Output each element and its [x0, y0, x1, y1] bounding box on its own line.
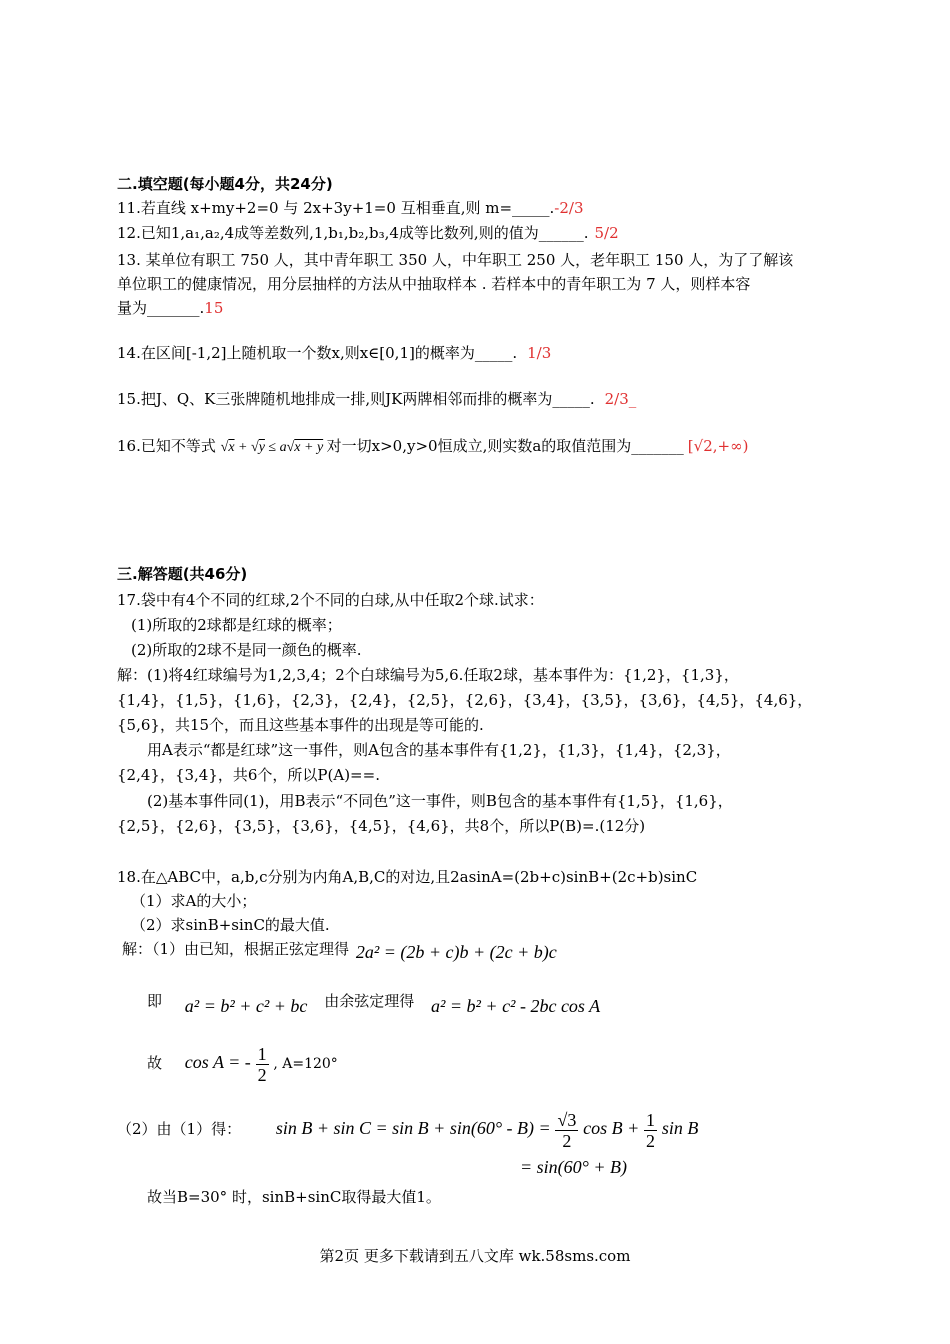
- q18-equation5a: sin B + sin C = sin B + sin(60° - B) =: [275, 1118, 551, 1138]
- q18-equation5b: cos B +: [583, 1118, 640, 1138]
- q18-solution-step1: [122, 938, 557, 962]
- q18-equation3: a² = b² + c² - 2bc cos A: [430, 996, 601, 1016]
- q18-equation5c: sin B: [661, 1118, 699, 1138]
- q17-solution-line1: 解：(1)将4红球编号为1,2,3,4；2个白球编号为5,6.任取2球，基本事件为：{1,2}，{1,3}，: [117, 666, 739, 684]
- q14-answer: 1/3: [527, 344, 552, 362]
- q17-solution-line2: {1,4}，{1,5}，{1,6}，{2,3}，{2,4}，{2,5}，{2,6}，{3,4}，{3,5}，{3,6}，{4,5}，{4,6}，: [117, 691, 813, 709]
- q17-stem: 17.袋中有4个不同的红球,2个不同的白球,从中任取2个球.试求：: [117, 591, 544, 609]
- q18-part1: （1）求A的大小；: [131, 892, 257, 910]
- q18-equation5-fraction1: $\frac{√3}{2}$: [557, 1109, 577, 1151]
- q18-equation6: = sin(60° + B): [520, 1157, 627, 1177]
- q18-solution-step4: [117, 1106, 698, 1151]
- q13-answer: 15: [204, 299, 224, 317]
- q15-text: 15.把J、Q、K三张牌随机地排成一排,则JK两牌相邻而排的概率为_____.: [117, 390, 595, 408]
- q18-solution-step2: [147, 990, 601, 1016]
- q18-equation1: 2a² = (2b + c)b + (2c + b)c: [355, 942, 557, 962]
- q16-prefix: 16.已知不等式: [117, 437, 216, 455]
- section3-title: 三.解答题(共46分): [117, 565, 248, 583]
- q15: [117, 389, 636, 409]
- q17-solution-line6: (2)基本事件同(1)，用B表示“不同色”这一事件，则B包含的基本事件有{1,5}，{1,6}，: [147, 792, 733, 810]
- q11-answer: -2/3: [554, 199, 584, 217]
- q13-line3-text: 量为_______.: [117, 299, 205, 317]
- q14-text: 14.在区间[-1,2]上随机取一个数x,则x∈[0,1]的概率为_____.: [117, 344, 518, 362]
- q17-solution-line7: {2,5}，{2,6}，{3,5}，{3,6}，{4,5}，{4,6}，共8个，所以P(B)=.(12分): [117, 817, 646, 835]
- q17-solution-line5: {2,4}，{3,4}，共6个，所以P(A)==.: [117, 766, 380, 784]
- q18-equation4-left: cos A = -: [184, 1052, 251, 1072]
- q12: [117, 223, 619, 243]
- q16-suffix: 对一切x>0,y>0恒成立,则实数a的取值范围为_______: [326, 437, 684, 455]
- q18-equation4-fraction: $\frac{1}{2}$: [257, 1043, 267, 1085]
- q16-answer: [√2,+∞): [687, 437, 749, 455]
- q18-solution-step3: [147, 1040, 338, 1086]
- q13-line3: [117, 298, 223, 318]
- q15-answer: 2/3_: [604, 390, 637, 408]
- q18-part2: （2）求sinB+sinC的最大值.: [131, 916, 330, 934]
- q18-step2-label: 即: [147, 992, 163, 1010]
- q12-answer: 5/2: [594, 224, 619, 242]
- q18-equation4-right: , A=120°: [273, 1056, 338, 1072]
- q17-part1: (1)所取的2球都是红球的概率；: [131, 616, 342, 634]
- q17-solution-line3: {5,6}，共15个，而且这些基本事件的出现是等可能的.: [117, 716, 484, 734]
- q18-equation5-fraction2: $\frac{1}{2}$: [646, 1109, 656, 1151]
- q13-line1: 13. 某单位有职工 750 人，其中青年职工 350 人，中年职工 250 人，老年职工 150 人，为了了解该: [117, 251, 794, 269]
- q18-step4-label: （2）由（1）得：: [117, 1120, 242, 1138]
- section2-title: 二.填空题(每小题4分，共24分): [117, 175, 333, 193]
- q18-equation2: a² = b² + c² + bc: [184, 996, 308, 1016]
- q18-conclusion: 故当B=30° 时，sinB+sinC取得最大值1。: [147, 1188, 441, 1206]
- q11: [117, 198, 584, 218]
- q18-step3-label: 故: [147, 1054, 163, 1072]
- q12-text: 12.已知1,a₁,a₂,4成等差数列,1,b₁,b₂,b₃,4成等比数列,则的值为______.: [117, 224, 589, 242]
- q14: [117, 343, 551, 363]
- q18-stem: 18.在△ABC中，a,b,c分别为内角A,B,C的对边,且2asinA=(2b+c)sinB+(2c+b)sinC: [117, 868, 698, 886]
- q16-inequality: √x + √y ≤ a√x + y: [220, 440, 324, 455]
- q13-line2: 单位职工的健康情况，用分层抽样的方法从中抽取样本 . 若样本中的青年职工为 7 人，则样本容: [117, 275, 751, 293]
- page-footer: 第2页 更多下载请到五八文库 wk.58sms.com: [319, 1247, 631, 1265]
- q11-text: 11.若直线 x+my+2=0 与 2x+3y+1=0 互相垂直,则 m=_____.: [117, 199, 555, 217]
- q17-part2: (2)所取的2球不是同一颜色的概率.: [131, 641, 362, 659]
- q16: [117, 436, 748, 458]
- q18-step1-label: 解：（1）由已知，根据正弦定理得: [122, 940, 350, 958]
- q18-step2-mid: 由余弦定理得: [324, 992, 415, 1010]
- q17-solution-line4: 用A表示“都是红球”这一事件，则A包含的基本事件有{1,2}，{1,3}，{1,4}，{2,3}，: [147, 741, 731, 759]
